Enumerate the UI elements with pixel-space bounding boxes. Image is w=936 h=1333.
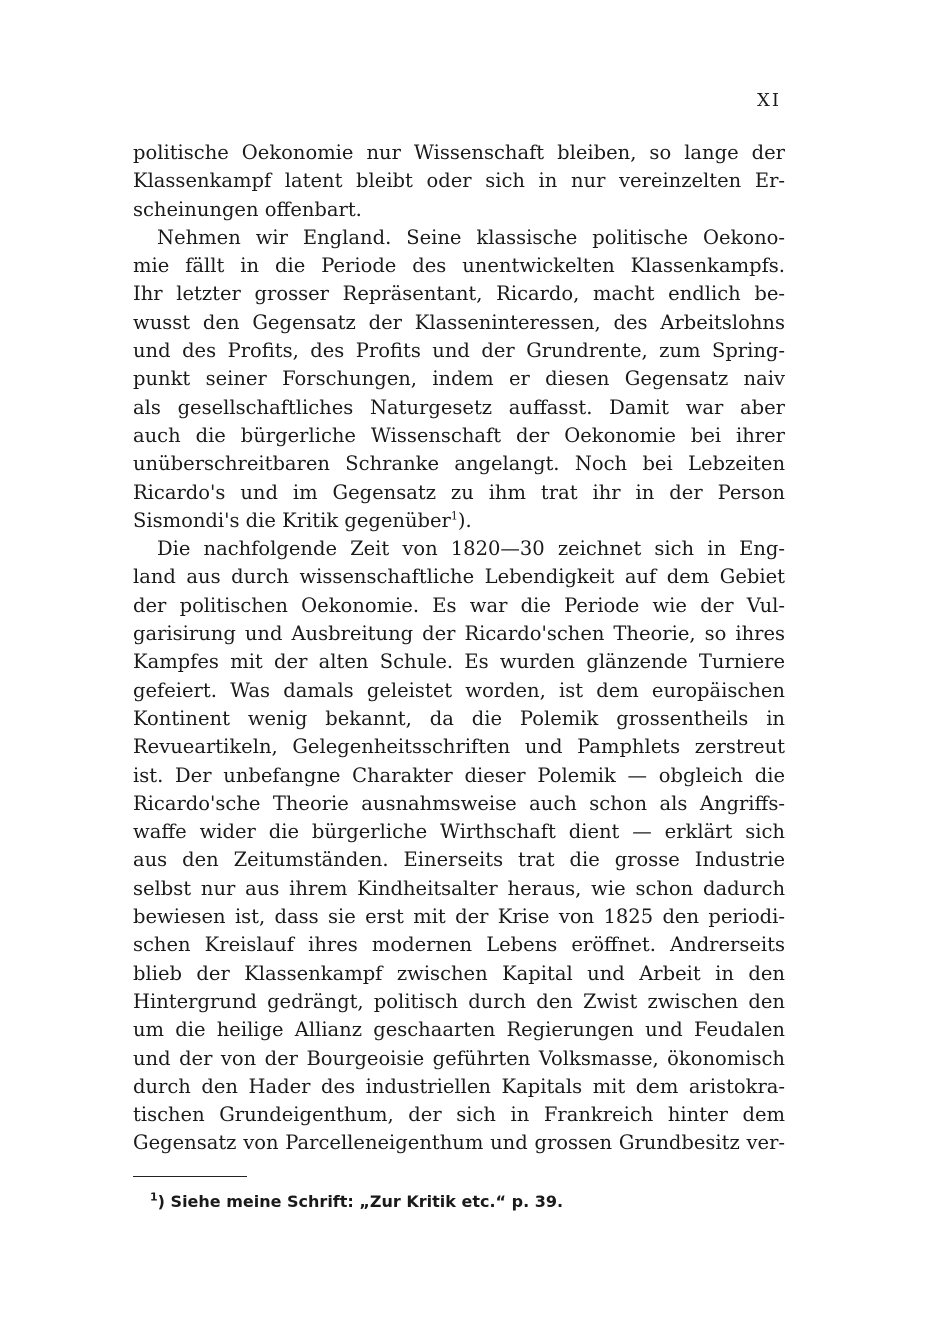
text-line-content: der politischen Oekonomie. Es war die Periode wie der Vul- xyxy=(133,593,785,617)
text-line xyxy=(133,931,785,959)
text-line-content: schen Kreislauf ihres modernen Lebens eröffnet. Andrerseits xyxy=(133,933,785,957)
text-line-content: durch den Hader des industriellen Kapitals mit dem aristokra- xyxy=(133,1074,785,1098)
text-line-content: bewiesen ist, dass sie erst mit der Krise von 1825 den periodi- xyxy=(133,905,785,929)
text-line xyxy=(133,762,785,790)
text-line-content: scheinungen offenbart. xyxy=(133,197,362,221)
text-line-content: Hintergrund gedrängt, politisch durch den Zwist zwischen den xyxy=(133,989,785,1013)
text-line xyxy=(133,790,785,818)
text-line xyxy=(133,422,785,450)
text-line-content: und der von der Bourgeoisie geführten Volksmasse, ökonomisch xyxy=(133,1046,785,1070)
page-number: XI xyxy=(757,90,781,111)
text-line xyxy=(133,309,785,337)
text-line-content: Gegensatz von Parcelleneigenthum und grossen Grundbesitz ver- xyxy=(133,1131,785,1155)
text-line xyxy=(133,705,785,733)
text-line-content: politische Oekonomie nur Wissenschaft bleiben, so lange der xyxy=(133,141,785,164)
text-line xyxy=(133,733,785,761)
text-line-content: Kontinent wenig bekannt, da die Polemik grossentheils in xyxy=(133,706,785,730)
text-line-content: gefeiert. Was damals geleistet worden, ist dem europäischen xyxy=(133,678,785,702)
text-line xyxy=(133,252,785,280)
text-line xyxy=(133,365,785,393)
text-line xyxy=(133,337,785,365)
text-line-content: ist. Der unbefangne Charakter dieser Polemik — obgleich die xyxy=(133,763,785,787)
text-line xyxy=(133,648,785,676)
text-line xyxy=(133,1045,785,1073)
text-line xyxy=(133,535,785,563)
text-line xyxy=(133,960,785,988)
text-line xyxy=(133,394,785,422)
text-line xyxy=(133,450,785,478)
footnote-text: ) Siehe meine Schrift: „Zur Kritik etc.“ p. 39. xyxy=(157,1192,564,1211)
text-line xyxy=(133,563,785,591)
text-line-content: Sismondi's die Kritik gegenüber xyxy=(133,508,451,532)
footnote xyxy=(150,1192,563,1211)
text-line xyxy=(133,903,785,931)
text-line-content: punkt seiner Forschungen, indem er diesen Gegensatz naiv xyxy=(133,367,785,391)
text-line xyxy=(133,592,785,620)
text-line xyxy=(133,139,785,167)
text-line-suffix: ). xyxy=(457,508,472,532)
body-text xyxy=(133,139,785,1158)
text-line xyxy=(133,1129,785,1157)
text-line-content: waffe wider die bürgerliche Wirthschaft dient — erklärt sich xyxy=(133,820,785,844)
text-line-content: Ricardo's und im Gegensatz zu ihm trat ihr in der Person xyxy=(133,480,785,504)
text-line-content: Revueartikeln, Gelegenheitsschriften und Pamphlets zerstreut xyxy=(133,735,785,759)
text-line-content: garisirung und Ausbreitung der Ricardo'schen Theorie, so ihres xyxy=(133,622,785,646)
text-line xyxy=(133,875,785,903)
footnote-divider xyxy=(133,1176,247,1177)
text-line xyxy=(133,846,785,874)
text-line xyxy=(133,1016,785,1044)
text-line-content: selbst nur aus ihrem Kindheitsalter heraus, wie schon dadurch xyxy=(133,876,785,900)
text-line-content: mie fällt in die Periode des unentwickelten Klassenkampfs. xyxy=(133,254,785,278)
text-line xyxy=(133,224,785,252)
text-line-content: blieb der Klassenkampf zwischen Kapital und Arbeit in den xyxy=(133,961,785,985)
text-line-content: Kampfes mit der alten Schule. Es wurden glänzende Turniere xyxy=(133,650,785,674)
text-line xyxy=(133,1101,785,1129)
text-line xyxy=(133,196,785,224)
text-line-content: unüberschreitbaren Schranke angelangt. Noch bei Lebzeiten xyxy=(133,452,785,476)
text-line-content: als gesellschaftliches Naturgesetz auffasst. Damit war aber xyxy=(133,395,785,419)
footnote-reference: 1 xyxy=(450,509,458,523)
text-line xyxy=(133,1073,785,1101)
text-line-content: Klassenkampf latent bleibt oder sich in nur vereinzelten Er- xyxy=(133,169,785,193)
text-line-content: Nehmen wir England. Seine klassische politische Oekono- xyxy=(157,225,785,249)
text-line-content: aus den Zeitumständen. Einerseits trat die grosse Industrie xyxy=(133,848,785,872)
text-line-content: Ihr letzter grosser Repräsentant, Ricardo, macht endlich be- xyxy=(133,282,785,306)
text-line-content: auch die bürgerliche Wissenschaft der Oekonomie bei ihrer xyxy=(133,423,785,447)
text-line-content: Ricardo'sche Theorie ausnahmsweise auch schon als Angriffs- xyxy=(133,791,785,815)
text-line xyxy=(133,507,785,535)
text-line-content: land aus durch wissenschaftliche Lebendigkeit auf dem Gebiet xyxy=(133,565,785,589)
text-line-content: wusst den Gegensatz der Klasseninteressen, des Arbeitslohns xyxy=(133,310,785,334)
text-line-content: Die nachfolgende Zeit von 1820—30 zeichnet sich in Eng- xyxy=(157,537,785,561)
text-line xyxy=(133,988,785,1016)
text-line xyxy=(133,620,785,648)
footnote-marker: 1 xyxy=(150,1190,158,1204)
text-line xyxy=(133,818,785,846)
text-line-content: und des Profits, des Profits und der Grundrente, zum Spring- xyxy=(133,339,785,363)
text-line xyxy=(133,677,785,705)
text-line xyxy=(133,479,785,507)
text-line-content: um die heilige Allianz geschaarten Regierungen und Feudalen xyxy=(133,1018,785,1042)
text-line xyxy=(133,167,785,195)
text-line-content: tischen Grundeigenthum, der sich in Frankreich hinter dem xyxy=(133,1103,785,1127)
text-line xyxy=(133,280,785,308)
